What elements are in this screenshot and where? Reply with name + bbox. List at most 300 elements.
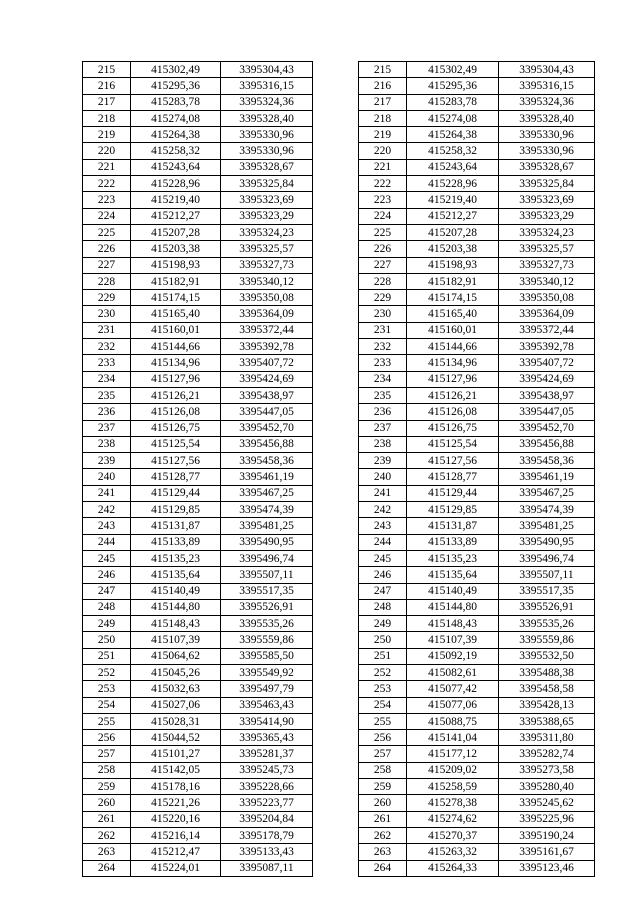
- r-x-coordinate-cell: 415134,96: [407, 355, 499, 371]
- l-x-coordinate-cell: 415274,08: [131, 110, 221, 126]
- r-point-number-cell: 260: [359, 795, 407, 811]
- column-gap-cell: [313, 599, 359, 615]
- l-y-coordinate-cell: 3395325,84: [221, 176, 313, 192]
- r-y-coordinate-cell: 3395490,95: [499, 534, 595, 550]
- table-row: [83, 404, 595, 420]
- l-point-number-cell: 241: [83, 485, 131, 501]
- l-y-coordinate-cell: 3395458,36: [221, 453, 313, 469]
- r-y-coordinate-cell: 3395467,25: [499, 485, 595, 501]
- column-gap-cell: [313, 762, 359, 778]
- table-row: [83, 616, 595, 632]
- r-y-coordinate-cell: 3395340,12: [499, 273, 595, 289]
- l-point-number-cell: 232: [83, 339, 131, 355]
- r-x-coordinate-cell: 415128,77: [407, 469, 499, 485]
- column-gap-cell: [313, 664, 359, 680]
- l-y-coordinate-cell: 3395087,11: [221, 860, 313, 876]
- r-x-coordinate-cell: 415125,54: [407, 436, 499, 452]
- l-point-number-cell: 219: [83, 127, 131, 143]
- column-gap-cell: [313, 290, 359, 306]
- l-y-coordinate-cell: 3395365,43: [221, 730, 313, 746]
- r-x-coordinate-cell: 415082,61: [407, 664, 499, 680]
- l-x-coordinate-cell: 415126,75: [131, 420, 221, 436]
- r-point-number-cell: 258: [359, 762, 407, 778]
- r-point-number-cell: 231: [359, 322, 407, 338]
- r-point-number-cell: 223: [359, 192, 407, 208]
- l-y-coordinate-cell: 3395461,19: [221, 469, 313, 485]
- l-y-coordinate-cell: 3395324,23: [221, 224, 313, 240]
- l-y-coordinate-cell: 3395481,25: [221, 518, 313, 534]
- column-gap-cell: [313, 827, 359, 843]
- l-point-number-cell: 244: [83, 534, 131, 550]
- l-x-coordinate-cell: 415228,96: [131, 176, 221, 192]
- column-gap-cell: [313, 241, 359, 257]
- l-point-number-cell: 236: [83, 404, 131, 420]
- r-point-number-cell: 218: [359, 110, 407, 126]
- table-row: [83, 746, 595, 762]
- table-row: [83, 257, 595, 273]
- column-gap-cell: [313, 730, 359, 746]
- l-y-coordinate-cell: 3395204,84: [221, 811, 313, 827]
- l-y-coordinate-cell: 3395330,96: [221, 143, 313, 159]
- r-x-coordinate-cell: 415270,37: [407, 827, 499, 843]
- l-y-coordinate-cell: 3395497,79: [221, 681, 313, 697]
- r-x-coordinate-cell: 415077,42: [407, 681, 499, 697]
- column-gap-cell: [313, 94, 359, 110]
- table-row: [83, 110, 595, 126]
- r-x-coordinate-cell: 415129,44: [407, 485, 499, 501]
- r-y-coordinate-cell: 3395372,44: [499, 322, 595, 338]
- l-x-coordinate-cell: 415142,05: [131, 762, 221, 778]
- r-y-coordinate-cell: 3395481,25: [499, 518, 595, 534]
- r-y-coordinate-cell: 3395458,36: [499, 453, 595, 469]
- l-point-number-cell: 250: [83, 632, 131, 648]
- r-point-number-cell: 217: [359, 94, 407, 110]
- l-y-coordinate-cell: 3395372,44: [221, 322, 313, 338]
- l-y-coordinate-cell: 3395328,67: [221, 159, 313, 175]
- l-point-number-cell: 238: [83, 436, 131, 452]
- l-y-coordinate-cell: 3395281,37: [221, 746, 313, 762]
- r-y-coordinate-cell: 3395282,74: [499, 746, 595, 762]
- r-x-coordinate-cell: 415258,59: [407, 779, 499, 795]
- column-gap-cell: [313, 371, 359, 387]
- r-x-coordinate-cell: 415263,32: [407, 844, 499, 860]
- r-point-number-cell: 248: [359, 599, 407, 615]
- r-x-coordinate-cell: 415135,23: [407, 550, 499, 566]
- l-x-coordinate-cell: 415219,40: [131, 192, 221, 208]
- l-x-coordinate-cell: 415027,06: [131, 697, 221, 713]
- l-point-number-cell: 243: [83, 518, 131, 534]
- column-gap-cell: [313, 355, 359, 371]
- l-point-number-cell: 261: [83, 811, 131, 827]
- l-point-number-cell: 259: [83, 779, 131, 795]
- l-x-coordinate-cell: 415064,62: [131, 648, 221, 664]
- r-x-coordinate-cell: 415207,28: [407, 224, 499, 240]
- l-x-coordinate-cell: 415295,36: [131, 78, 221, 94]
- r-y-coordinate-cell: 3395474,39: [499, 502, 595, 518]
- r-x-coordinate-cell: 415131,87: [407, 518, 499, 534]
- column-gap-cell: [313, 322, 359, 338]
- r-point-number-cell: 235: [359, 387, 407, 403]
- l-y-coordinate-cell: 3395407,72: [221, 355, 313, 371]
- column-gap-cell: [313, 387, 359, 403]
- l-point-number-cell: 221: [83, 159, 131, 175]
- table-row: [83, 534, 595, 550]
- r-x-coordinate-cell: 415264,33: [407, 860, 499, 876]
- r-x-coordinate-cell: 415182,91: [407, 273, 499, 289]
- l-y-coordinate-cell: 3395559,86: [221, 632, 313, 648]
- r-y-coordinate-cell: 3395123,46: [499, 860, 595, 876]
- l-y-coordinate-cell: 3395178,79: [221, 827, 313, 843]
- r-point-number-cell: 225: [359, 224, 407, 240]
- l-y-coordinate-cell: 3395496,74: [221, 550, 313, 566]
- l-x-coordinate-cell: 415131,87: [131, 518, 221, 534]
- column-gap-cell: [313, 404, 359, 420]
- l-point-number-cell: 237: [83, 420, 131, 436]
- l-point-number-cell: 233: [83, 355, 131, 371]
- table-row: [83, 664, 595, 680]
- column-gap-cell: [313, 550, 359, 566]
- l-x-coordinate-cell: 415144,66: [131, 339, 221, 355]
- l-point-number-cell: 240: [83, 469, 131, 485]
- r-point-number-cell: 262: [359, 827, 407, 843]
- l-x-coordinate-cell: 415144,80: [131, 599, 221, 615]
- r-y-coordinate-cell: 3395324,36: [499, 94, 595, 110]
- l-x-coordinate-cell: 415264,38: [131, 127, 221, 143]
- r-y-coordinate-cell: 3395392,78: [499, 339, 595, 355]
- r-x-coordinate-cell: 415212,27: [407, 208, 499, 224]
- r-point-number-cell: 220: [359, 143, 407, 159]
- r-y-coordinate-cell: 3395273,58: [499, 762, 595, 778]
- l-y-coordinate-cell: 3395245,73: [221, 762, 313, 778]
- table-row: [83, 550, 595, 566]
- l-y-coordinate-cell: 3395447,05: [221, 404, 313, 420]
- column-gap-cell: [313, 485, 359, 501]
- l-x-coordinate-cell: 415129,44: [131, 485, 221, 501]
- r-y-coordinate-cell: 3395388,65: [499, 713, 595, 729]
- l-y-coordinate-cell: 3395328,40: [221, 110, 313, 126]
- column-gap-cell: [313, 534, 359, 550]
- table-row: [83, 306, 595, 322]
- column-gap-cell: [313, 746, 359, 762]
- r-y-coordinate-cell: 3395447,05: [499, 404, 595, 420]
- table-row: [83, 469, 595, 485]
- l-point-number-cell: 256: [83, 730, 131, 746]
- r-y-coordinate-cell: 3395325,84: [499, 176, 595, 192]
- l-x-coordinate-cell: 415220,16: [131, 811, 221, 827]
- column-gap-cell: [313, 208, 359, 224]
- r-y-coordinate-cell: 3395280,40: [499, 779, 595, 795]
- table-row: [83, 795, 595, 811]
- r-point-number-cell: 222: [359, 176, 407, 192]
- column-gap-cell: [313, 469, 359, 485]
- r-y-coordinate-cell: 3395461,19: [499, 469, 595, 485]
- l-y-coordinate-cell: 3395304,43: [221, 62, 313, 78]
- r-point-number-cell: 215: [359, 62, 407, 78]
- l-point-number-cell: 242: [83, 502, 131, 518]
- l-point-number-cell: 231: [83, 322, 131, 338]
- column-gap-cell: [313, 616, 359, 632]
- r-x-coordinate-cell: 415165,40: [407, 306, 499, 322]
- r-point-number-cell: 232: [359, 339, 407, 355]
- r-x-coordinate-cell: 415133,89: [407, 534, 499, 550]
- r-y-coordinate-cell: 3395535,26: [499, 616, 595, 632]
- r-point-number-cell: 229: [359, 290, 407, 306]
- l-x-coordinate-cell: 415128,77: [131, 469, 221, 485]
- r-x-coordinate-cell: 415160,01: [407, 322, 499, 338]
- table-row: [83, 485, 595, 501]
- l-y-coordinate-cell: 3395350,08: [221, 290, 313, 306]
- l-point-number-cell: 249: [83, 616, 131, 632]
- r-point-number-cell: 263: [359, 844, 407, 860]
- column-gap-cell: [313, 502, 359, 518]
- r-x-coordinate-cell: 415088,75: [407, 713, 499, 729]
- r-x-coordinate-cell: 415302,49: [407, 62, 499, 78]
- l-x-coordinate-cell: 415140,49: [131, 583, 221, 599]
- table-row: [83, 730, 595, 746]
- r-point-number-cell: 237: [359, 420, 407, 436]
- r-point-number-cell: 250: [359, 632, 407, 648]
- table-row: [83, 78, 595, 94]
- r-point-number-cell: 219: [359, 127, 407, 143]
- r-y-coordinate-cell: 3395323,29: [499, 208, 595, 224]
- column-gap-cell: [313, 110, 359, 126]
- r-y-coordinate-cell: 3395330,96: [499, 127, 595, 143]
- l-point-number-cell: 251: [83, 648, 131, 664]
- table-row: [83, 713, 595, 729]
- r-y-coordinate-cell: 3395161,67: [499, 844, 595, 860]
- l-x-coordinate-cell: 415198,93: [131, 257, 221, 273]
- r-y-coordinate-cell: 3395330,96: [499, 143, 595, 159]
- l-x-coordinate-cell: 415165,40: [131, 306, 221, 322]
- l-x-coordinate-cell: 415107,39: [131, 632, 221, 648]
- column-gap-cell: [313, 339, 359, 355]
- r-point-number-cell: 236: [359, 404, 407, 420]
- l-y-coordinate-cell: 3395507,11: [221, 567, 313, 583]
- l-point-number-cell: 255: [83, 713, 131, 729]
- r-x-coordinate-cell: 415258,32: [407, 143, 499, 159]
- l-point-number-cell: 258: [83, 762, 131, 778]
- l-x-coordinate-cell: 415203,38: [131, 241, 221, 257]
- l-point-number-cell: 247: [83, 583, 131, 599]
- table-row: [83, 599, 595, 615]
- column-gap-cell: [313, 567, 359, 583]
- r-x-coordinate-cell: 415126,75: [407, 420, 499, 436]
- l-x-coordinate-cell: 415134,96: [131, 355, 221, 371]
- l-y-coordinate-cell: 3395424,69: [221, 371, 313, 387]
- r-y-coordinate-cell: 3395327,73: [499, 257, 595, 273]
- table-row: [83, 811, 595, 827]
- column-gap-cell: [313, 420, 359, 436]
- column-gap-cell: [313, 453, 359, 469]
- table-row: [83, 371, 595, 387]
- r-x-coordinate-cell: 415264,38: [407, 127, 499, 143]
- r-y-coordinate-cell: 3395438,97: [499, 387, 595, 403]
- column-gap-cell: [313, 779, 359, 795]
- table-row: [83, 355, 595, 371]
- l-y-coordinate-cell: 3395392,78: [221, 339, 313, 355]
- l-point-number-cell: 245: [83, 550, 131, 566]
- r-x-coordinate-cell: 415283,78: [407, 94, 499, 110]
- column-gap-cell: [313, 176, 359, 192]
- r-y-coordinate-cell: 3395488,38: [499, 664, 595, 680]
- l-x-coordinate-cell: 415243,64: [131, 159, 221, 175]
- table-row: [83, 159, 595, 175]
- r-x-coordinate-cell: 415126,21: [407, 387, 499, 403]
- l-x-coordinate-cell: 415135,64: [131, 567, 221, 583]
- table-row: [83, 176, 595, 192]
- l-point-number-cell: 226: [83, 241, 131, 257]
- r-y-coordinate-cell: 3395325,57: [499, 241, 595, 257]
- r-point-number-cell: 239: [359, 453, 407, 469]
- l-x-coordinate-cell: 415127,56: [131, 453, 221, 469]
- l-point-number-cell: 225: [83, 224, 131, 240]
- r-y-coordinate-cell: 3395328,67: [499, 159, 595, 175]
- r-point-number-cell: 257: [359, 746, 407, 762]
- r-y-coordinate-cell: 3395324,23: [499, 224, 595, 240]
- column-gap-cell: [313, 257, 359, 273]
- r-x-coordinate-cell: 415243,64: [407, 159, 499, 175]
- l-x-coordinate-cell: 415221,26: [131, 795, 221, 811]
- column-gap-cell: [313, 436, 359, 452]
- l-point-number-cell: 234: [83, 371, 131, 387]
- table-row: [83, 681, 595, 697]
- r-point-number-cell: 245: [359, 550, 407, 566]
- r-y-coordinate-cell: 3395323,69: [499, 192, 595, 208]
- l-y-coordinate-cell: 3395133,43: [221, 844, 313, 860]
- r-x-coordinate-cell: 415177,12: [407, 746, 499, 762]
- r-x-coordinate-cell: 415228,96: [407, 176, 499, 192]
- r-point-number-cell: 233: [359, 355, 407, 371]
- column-gap-cell: [313, 860, 359, 876]
- l-point-number-cell: 217: [83, 94, 131, 110]
- l-point-number-cell: 216: [83, 78, 131, 94]
- l-x-coordinate-cell: 415129,85: [131, 502, 221, 518]
- r-point-number-cell: 230: [359, 306, 407, 322]
- l-y-coordinate-cell: 3395324,36: [221, 94, 313, 110]
- l-point-number-cell: 229: [83, 290, 131, 306]
- l-point-number-cell: 253: [83, 681, 131, 697]
- l-y-coordinate-cell: 3395517,35: [221, 583, 313, 599]
- l-point-number-cell: 248: [83, 599, 131, 615]
- l-y-coordinate-cell: 3395549,92: [221, 664, 313, 680]
- column-gap-cell: [313, 632, 359, 648]
- r-x-coordinate-cell: 415278,38: [407, 795, 499, 811]
- table-row: [83, 697, 595, 713]
- r-point-number-cell: 221: [359, 159, 407, 175]
- table-row: [83, 127, 595, 143]
- column-gap-cell: [313, 306, 359, 322]
- r-x-coordinate-cell: 415127,56: [407, 453, 499, 469]
- r-y-coordinate-cell: 3395245,62: [499, 795, 595, 811]
- r-x-coordinate-cell: 415148,43: [407, 616, 499, 632]
- l-y-coordinate-cell: 3395330,96: [221, 127, 313, 143]
- r-y-coordinate-cell: 3395328,40: [499, 110, 595, 126]
- r-x-coordinate-cell: 415174,15: [407, 290, 499, 306]
- r-x-coordinate-cell: 415274,62: [407, 811, 499, 827]
- l-x-coordinate-cell: 415045,26: [131, 664, 221, 680]
- l-x-coordinate-cell: 415133,89: [131, 534, 221, 550]
- table-row: [83, 224, 595, 240]
- l-x-coordinate-cell: 415174,15: [131, 290, 221, 306]
- r-y-coordinate-cell: 3395532,50: [499, 648, 595, 664]
- table-row: [83, 208, 595, 224]
- column-gap-cell: [313, 159, 359, 175]
- column-gap-cell: [313, 795, 359, 811]
- l-y-coordinate-cell: 3395414,90: [221, 713, 313, 729]
- r-point-number-cell: 227: [359, 257, 407, 273]
- l-point-number-cell: 260: [83, 795, 131, 811]
- l-x-coordinate-cell: 415125,54: [131, 436, 221, 452]
- l-point-number-cell: 254: [83, 697, 131, 713]
- l-y-coordinate-cell: 3395438,97: [221, 387, 313, 403]
- l-point-number-cell: 264: [83, 860, 131, 876]
- r-x-coordinate-cell: 415077,06: [407, 697, 499, 713]
- r-point-number-cell: 256: [359, 730, 407, 746]
- r-x-coordinate-cell: 415092,19: [407, 648, 499, 664]
- r-x-coordinate-cell: 415295,36: [407, 78, 499, 94]
- r-x-coordinate-cell: 415140,49: [407, 583, 499, 599]
- r-y-coordinate-cell: 3395458,58: [499, 681, 595, 697]
- r-y-coordinate-cell: 3395407,72: [499, 355, 595, 371]
- l-x-coordinate-cell: 415182,91: [131, 273, 221, 289]
- r-y-coordinate-cell: 3395452,70: [499, 420, 595, 436]
- table-row: [83, 827, 595, 843]
- l-y-coordinate-cell: 3395474,39: [221, 502, 313, 518]
- l-point-number-cell: 227: [83, 257, 131, 273]
- r-y-coordinate-cell: 3395526,91: [499, 599, 595, 615]
- column-gap-cell: [313, 697, 359, 713]
- column-gap-cell: [313, 713, 359, 729]
- l-x-coordinate-cell: 415224,01: [131, 860, 221, 876]
- r-x-coordinate-cell: 415126,08: [407, 404, 499, 420]
- r-point-number-cell: 228: [359, 273, 407, 289]
- column-gap-cell: [313, 143, 359, 159]
- l-x-coordinate-cell: 415160,01: [131, 322, 221, 338]
- r-point-number-cell: 242: [359, 502, 407, 518]
- column-gap-cell: [313, 844, 359, 860]
- r-y-coordinate-cell: 3395456,88: [499, 436, 595, 452]
- r-x-coordinate-cell: 415129,85: [407, 502, 499, 518]
- l-x-coordinate-cell: 415028,31: [131, 713, 221, 729]
- r-x-coordinate-cell: 415141,04: [407, 730, 499, 746]
- r-point-number-cell: 254: [359, 697, 407, 713]
- l-x-coordinate-cell: 415044,52: [131, 730, 221, 746]
- table-row: [83, 518, 595, 534]
- table-row: [83, 648, 595, 664]
- l-y-coordinate-cell: 3395467,25: [221, 485, 313, 501]
- table-row: [83, 502, 595, 518]
- l-x-coordinate-cell: 415135,23: [131, 550, 221, 566]
- table-row: [83, 632, 595, 648]
- r-point-number-cell: 249: [359, 616, 407, 632]
- r-x-coordinate-cell: 415209,02: [407, 762, 499, 778]
- r-point-number-cell: 224: [359, 208, 407, 224]
- l-x-coordinate-cell: 415127,96: [131, 371, 221, 387]
- r-point-number-cell: 240: [359, 469, 407, 485]
- table-row: [83, 779, 595, 795]
- r-point-number-cell: 238: [359, 436, 407, 452]
- r-point-number-cell: 243: [359, 518, 407, 534]
- l-x-coordinate-cell: 415212,27: [131, 208, 221, 224]
- l-y-coordinate-cell: 3395228,66: [221, 779, 313, 795]
- table-row: [83, 420, 595, 436]
- l-point-number-cell: 257: [83, 746, 131, 762]
- r-y-coordinate-cell: 3395507,11: [499, 567, 595, 583]
- l-point-number-cell: 262: [83, 827, 131, 843]
- table-row: [83, 143, 595, 159]
- r-point-number-cell: 226: [359, 241, 407, 257]
- l-point-number-cell: 246: [83, 567, 131, 583]
